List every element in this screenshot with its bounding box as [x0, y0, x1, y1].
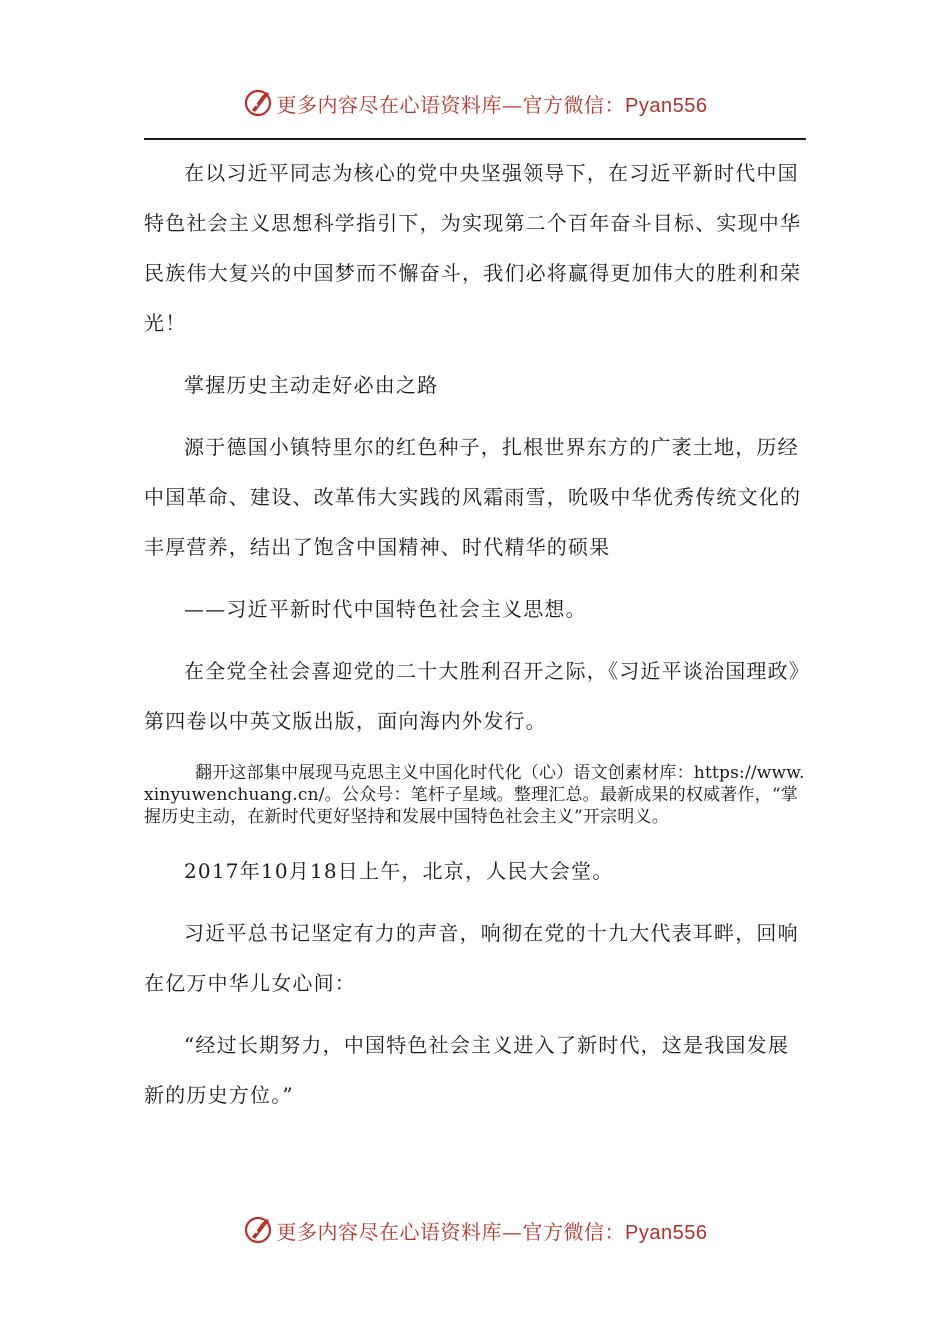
- document-body: [144, 148, 806, 1120]
- inserted-notice-paragraph: 翻开这部集中展现马克思主义中国化时代化（心）语文创素材库：https://www.xinyuwenchuang.cn/。公众号：笔杆子星域。整理汇总。最新成果的权威著作，“掌握历史主动，在新时代更好坚持和发展中国特色社会主义”开宗明义。: [144, 763, 805, 827]
- banner-slogan: 更多内容尽在心语资料库—官方微信：: [276, 1219, 626, 1244]
- banner-wechat-id: Pyan556: [625, 1221, 708, 1244]
- header-rule: [144, 138, 806, 140]
- paragraph: ——习近平新时代中国特色社会主义思想。: [184, 597, 587, 621]
- banner-slogan: 更多内容尽在心语资料库—官方微信：: [276, 92, 626, 117]
- banner-text: [277, 1216, 708, 1245]
- paragraph: 2017年10月18日上午，北京，人民大会堂。: [184, 859, 614, 883]
- paragraph: 习近平总书记坚定有力的声音，响彻在党的十九大代表耳畔，回响在亿万中华儿女心间：: [144, 921, 799, 995]
- paragraph: 在以习近平同志为核心的党中央坚强领导下，在习近平新时代中国特色社会主义思想科学指引下，为实现第二个百年奋斗目标、实现中华民族伟大复兴的中国梦而不懈奋斗，我们必将赢得更加伟大的胜利和荣光！: [144, 161, 802, 335]
- paragraph: 源于德国小镇特里尔的红色种子，扎根世界东方的广袤土地，历经中国革命、建设、改革伟大实践的风霜雨雪，吮吸中华优秀传统文化的丰厚营养，结出了饱含中国精神、时代精华的硕果: [144, 435, 802, 559]
- paragraph: 在全党全社会喜迎党的二十大胜利召开之际，《习近平谈治国理政》第四卷以中英文版出版，面向海内外发行。: [144, 659, 800, 733]
- pen-nib-logo-icon: [243, 88, 273, 118]
- pen-nib-logo-icon: [243, 1215, 273, 1245]
- banner-text: [277, 89, 708, 118]
- quote-paragraph: “经过长期努力，中国特色社会主义进入了新时代，这是我国发展新的历史方位。”: [144, 1033, 790, 1107]
- header-banner: [0, 81, 950, 125]
- banner-wechat-id: Pyan556: [625, 94, 708, 117]
- footer-banner: [0, 1208, 950, 1252]
- section-heading: 掌握历史主动走好必由之路: [184, 373, 439, 397]
